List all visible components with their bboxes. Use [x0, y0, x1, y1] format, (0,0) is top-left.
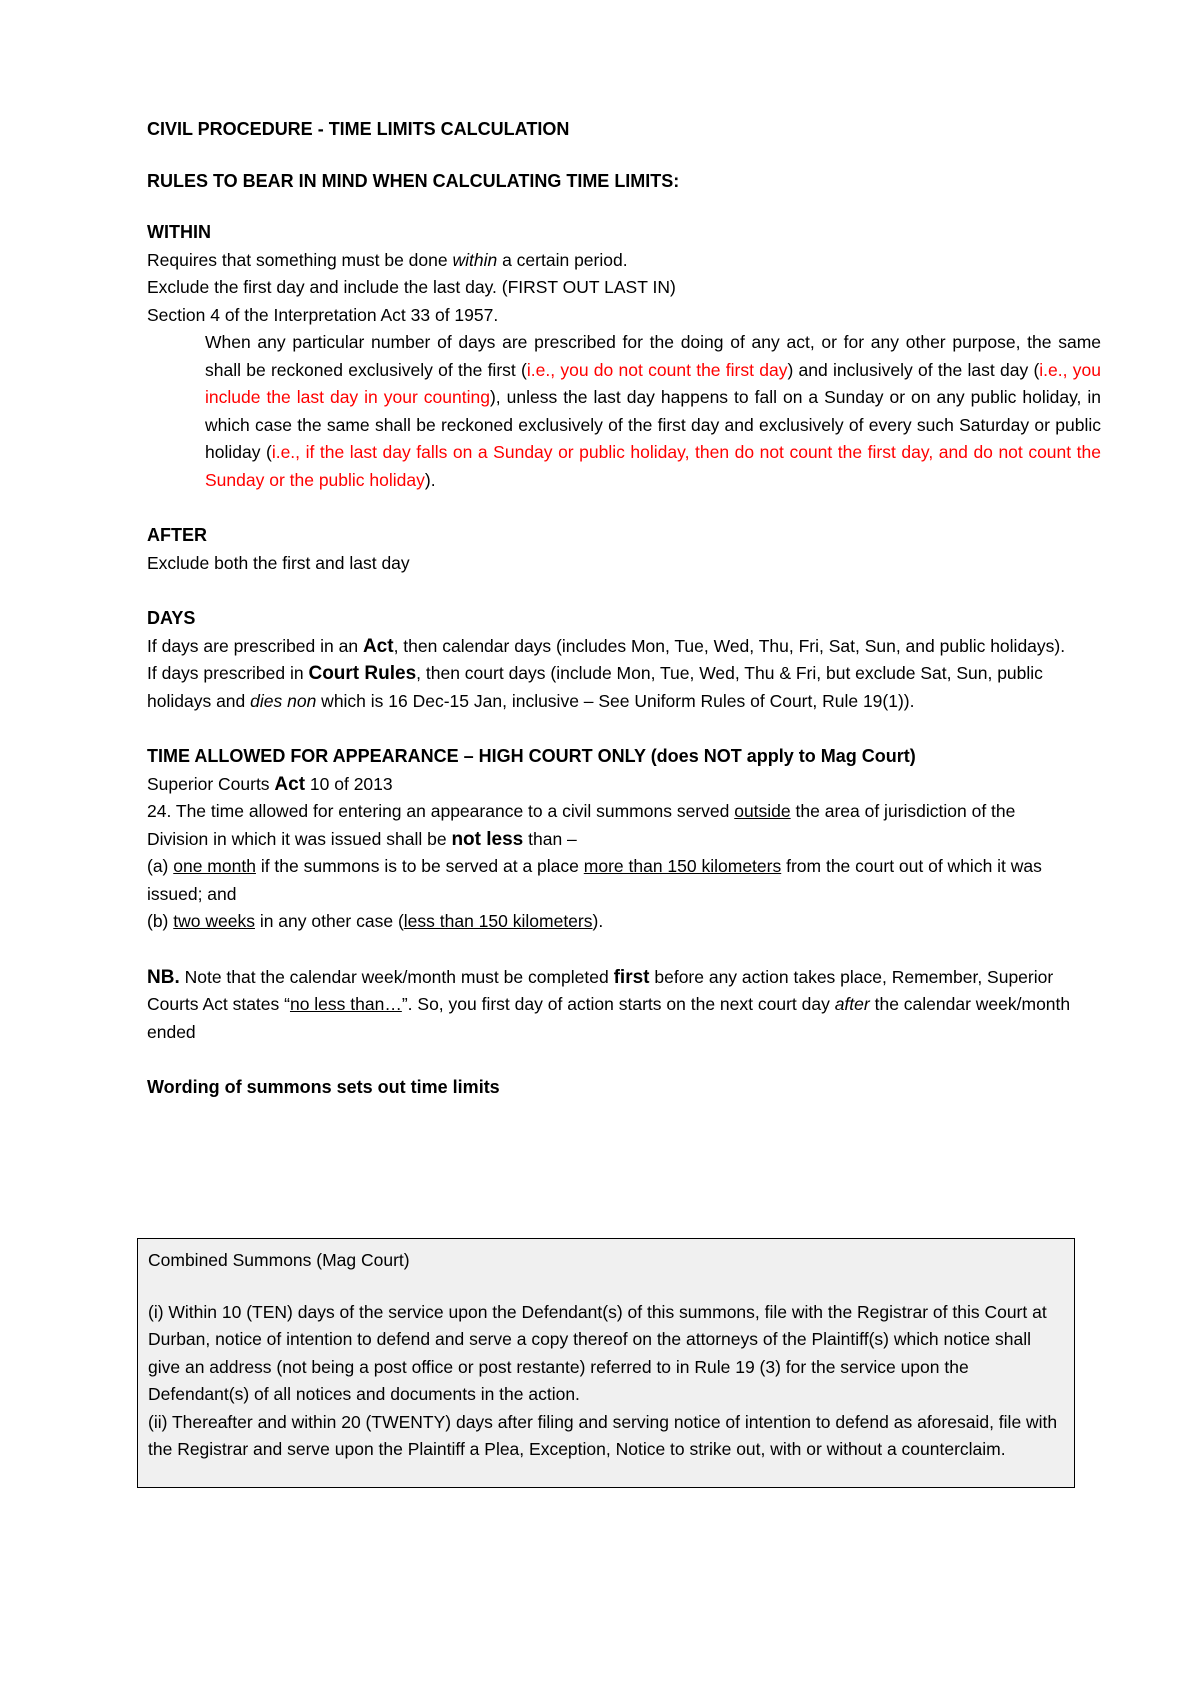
section-24-b: (b) two weeks in any other case (less than 150 kilometers). [147, 911, 604, 931]
document-body [147, 116, 1101, 1102]
combined-summons-box [137, 1238, 1075, 1488]
summons-clause-i: (i) Within 10 (TEN) days of the service upon the Defendant(s) of this summons, file with the Registrar of this Court at Durban, notice of intention to defend and serve a copy thereof on the attorneys of the Plaintiff(s) which notice shall give an address (not being a post office or post restante) referred to in Rule 19 (3) for the service upon the Defendant(s) of all notices and documents in the action. [148, 1301, 1047, 1404]
rules-subtitle: RULES TO BEAR IN MIND WHEN CALCULATING TIME LIMITS: [147, 170, 680, 191]
summons-clause-ii: (ii) Thereafter and within 20 (TWENTY) days after filing and serving notice of intention to defend as aforesaid, file with the Registrar and serve upon the Plaintiff a Plea, Exception, Notice to strike out, with or without a counterclaim. [148, 1411, 1058, 1459]
section-24-text: 24. The time allowed for entering an appearance to a civil summons served outside the area of jurisdiction of the Division in which it was issued shall be not less than – [147, 801, 1016, 850]
after-heading: AFTER [147, 525, 207, 545]
days-heading: DAYS [147, 608, 196, 628]
superior-courts-act: Superior Courts Act 10 of 2013 [147, 773, 393, 795]
within-line-3: Section 4 of the Interpretation Act 33 of 1957. [147, 304, 499, 325]
within-line-1: Requires that something must be done within a certain period. [147, 249, 628, 270]
within-line-2: Exclude the first day and include the last day. (FIRST OUT LAST IN) [147, 277, 676, 297]
summons-box-title: Combined Summons (Mag Court) [148, 1250, 410, 1270]
nb-note: NB. Note that the calendar week/month must be completed first before any action takes place, Remember, Superior Courts Act states “no less than…”. So, you first day of action starts on the next court day after the calendar week/month ended [147, 966, 1071, 1042]
within-heading: WITHIN [147, 222, 211, 242]
interpretation-act-quote: When any particular number of days are prescribed for the doing of any act, or for any other purpose, the same shall be reckoned exclusively of the first (i.e., you do not count the first day) and inclusively of the last day (i.e., you include the last day in your counting), unless the last day happens to fall on a Sunday or on any public holiday, in which case the same shall be reckoned exclusively of the first day and exclusively of every such Saturday or public holiday (i.e., if the last day falls on a Sunday or public holiday, then do not count the first day, and do not count the Sunday or the public holiday). [205, 332, 1101, 490]
days-act-paragraph: If days are prescribed in an Act, then calendar days (includes Mon, Tue, Wed, Thu, Fri, Sat, Sun, and public holidays). [147, 635, 1066, 657]
appearance-heading: TIME ALLOWED FOR APPEARANCE – HIGH COURT ONLY (does NOT apply to Mag Court) [147, 746, 916, 766]
after-text: Exclude both the first and last day [147, 552, 410, 573]
section-24-a: (a) one month if the summons is to be served at a place more than 150 kilometers from the court out of which it was issued; and [147, 856, 1042, 904]
days-court-rules-paragraph: If days prescribed in Court Rules, then court days (include Mon, Tue, Wed, Thu & Fri, but exclude Sat, Sun, public holidays and dies non which is 16 Dec-15 Jan, inclusive – See Uniform Rules of Court, Rule 19(1)). [147, 663, 1043, 711]
page-title: CIVIL PROCEDURE - TIME LIMITS CALCULATION [147, 119, 570, 139]
wording-heading: Wording of summons sets out time limits [147, 1077, 500, 1097]
